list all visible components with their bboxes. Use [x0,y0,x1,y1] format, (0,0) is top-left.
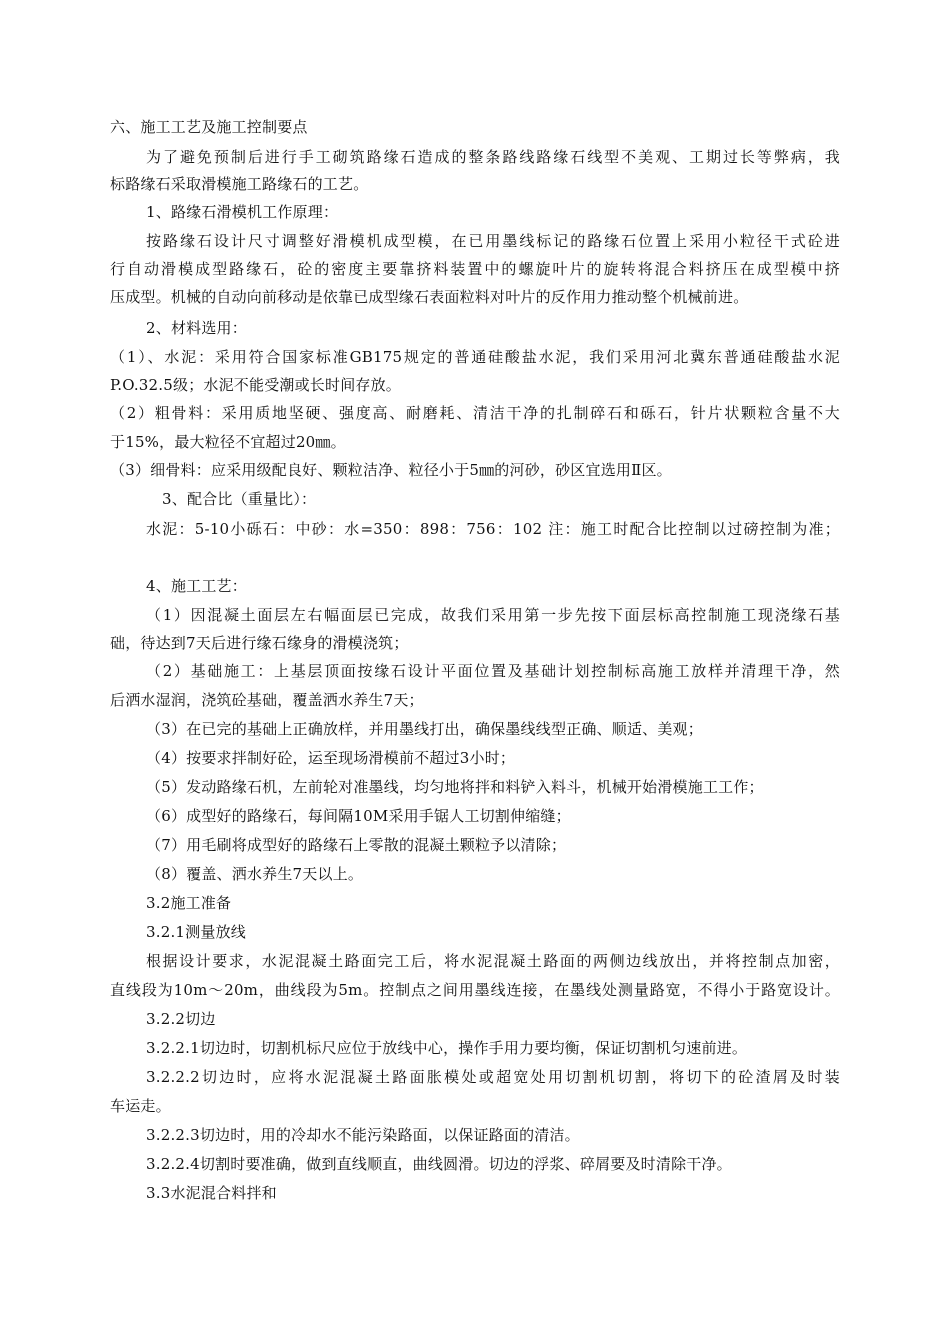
process-step: （8）覆盖、洒水养生7天以上。 [146,865,364,883]
section-title: 3.3水泥混合料拌和 [146,1184,277,1202]
material-item: （1）、水泥：采用符合国家标准GB175规定的普通硅酸盐水泥，我们采用河北冀东普通硅酸盐水泥 [110,348,840,366]
material-item: （3）细骨料：应采用级配良好、颗粒洁净、粒径小于5㎜的河砂，砂区宜选用Ⅱ区。 [110,461,672,479]
section-title: 3.2施工准备 [146,894,232,912]
subsection-title: 3.2.1测量放线 [146,923,246,941]
mix-ratio-line: 水泥：5-10小砾石：中砂：水=350：898：756：102 注：施工时配合比控制以过磅控制为准； [146,520,840,538]
paragraph-line: 直线段为10m～20m，曲线段为5m。控制点之间用墨线连接，在墨线处测量路宽，不得小于路宽设计。 [110,981,840,999]
process-step: （7）用毛刷将成型好的路缘石上零散的混凝土颗粒予以清除； [146,836,567,854]
subsection-title: 2、材料选用： [146,319,247,337]
process-step: （2）基础施工：上基层顶面按缘石设计平面位置及基础计划控制标高施工放样并清理干净，然 [146,662,840,680]
material-item: P.O.32.5级；水泥不能受潮或长时间存放。 [110,376,402,394]
cutting-item: 车运走。 [110,1097,171,1115]
subsection-title: 4、施工工艺： [146,577,247,595]
subsection-title: 1、路缘石滑模机工作原理： [146,203,339,221]
cutting-item: 3.2.2.2切边时，应将水泥混凝土路面胀模处或超宽处用切割机切割，将切下的砼渣屑及时装 [146,1068,840,1086]
intro-line: 标路缘石采取滑模施工路缘石的工艺。 [110,175,369,193]
cutting-item: 3.2.2.4切割时要准确，做到直线顺直，曲线圆滑。切边的浮浆、碎屑要及时清除干净。 [146,1155,732,1173]
subsection-title: 3.2.2切边 [146,1010,216,1028]
process-step: 础，待达到7天后进行缘石缘身的滑模浇筑； [110,634,409,652]
subsection-title: 3、配合比（重量比）： [162,490,317,508]
process-step: （1）因混凝土面层左右幅面层已完成，故我们采用第一步先按下面层标高控制施工现浇缘石基 [146,606,840,624]
cutting-item: 3.2.2.3切边时，用的冷却水不能污染路面，以保证路面的清洁。 [146,1126,580,1144]
intro-line: 为了避免预制后进行手工砌筑路缘石造成的整条路线路缘石线型不美观、工期过长等弊病，我 [146,148,840,166]
paragraph-line: 压成型。机械的自动向前移动是依靠已成型缘石表面粒料对叶片的反作用力推动整个机械前进。 [110,288,749,306]
section-heading: 六、施工工艺及施工控制要点 [110,118,308,136]
material-item: （2）粗骨料：采用质地坚硬、强度高、耐磨耗、清洁干净的扎制碎石和砾石，针片状颗粒含量不大 [110,404,840,422]
process-step: （4）按要求拌制好砼，运至现场滑模前不超过3小时； [146,749,516,767]
paragraph-line: 按路缘石设计尺寸调整好滑模机成型模，在已用墨线标记的路缘石位置上采用小粒径干式砼进 [146,232,840,250]
process-step: （6）成型好的路缘石，每间隔10M采用手锯人工切割伸缩缝； [146,807,571,825]
material-item: 于15%，最大粒径不宜超过20㎜。 [110,433,346,451]
cutting-item: 3.2.2.1切边时，切割机标尺应位于放线中心，操作手用力要均衡，保证切割机匀速前进。 [146,1039,748,1057]
process-step: 后洒水湿润，浇筑砼基础，覆盖洒水养生7天； [110,691,424,709]
paragraph-line: 行自动滑模成型路缘石，砼的密度主要靠挤料装置中的螺旋叶片的旋转将混合料挤压在成型模中挤 [110,260,840,278]
paragraph-line: 根据设计要求，水泥混凝土路面完工后，将水泥混凝土路面的两侧边线放出，并将控制点加密， [146,952,840,970]
process-step: （3）在已完的基础上正确放样，并用墨线打出，确保墨线线型正确、顺适、美观； [146,720,703,738]
process-step: （5）发动路缘石机，左前轮对准墨线，均匀地将拌和料铲入料斗，机械开始滑模施工工作； [146,778,764,796]
